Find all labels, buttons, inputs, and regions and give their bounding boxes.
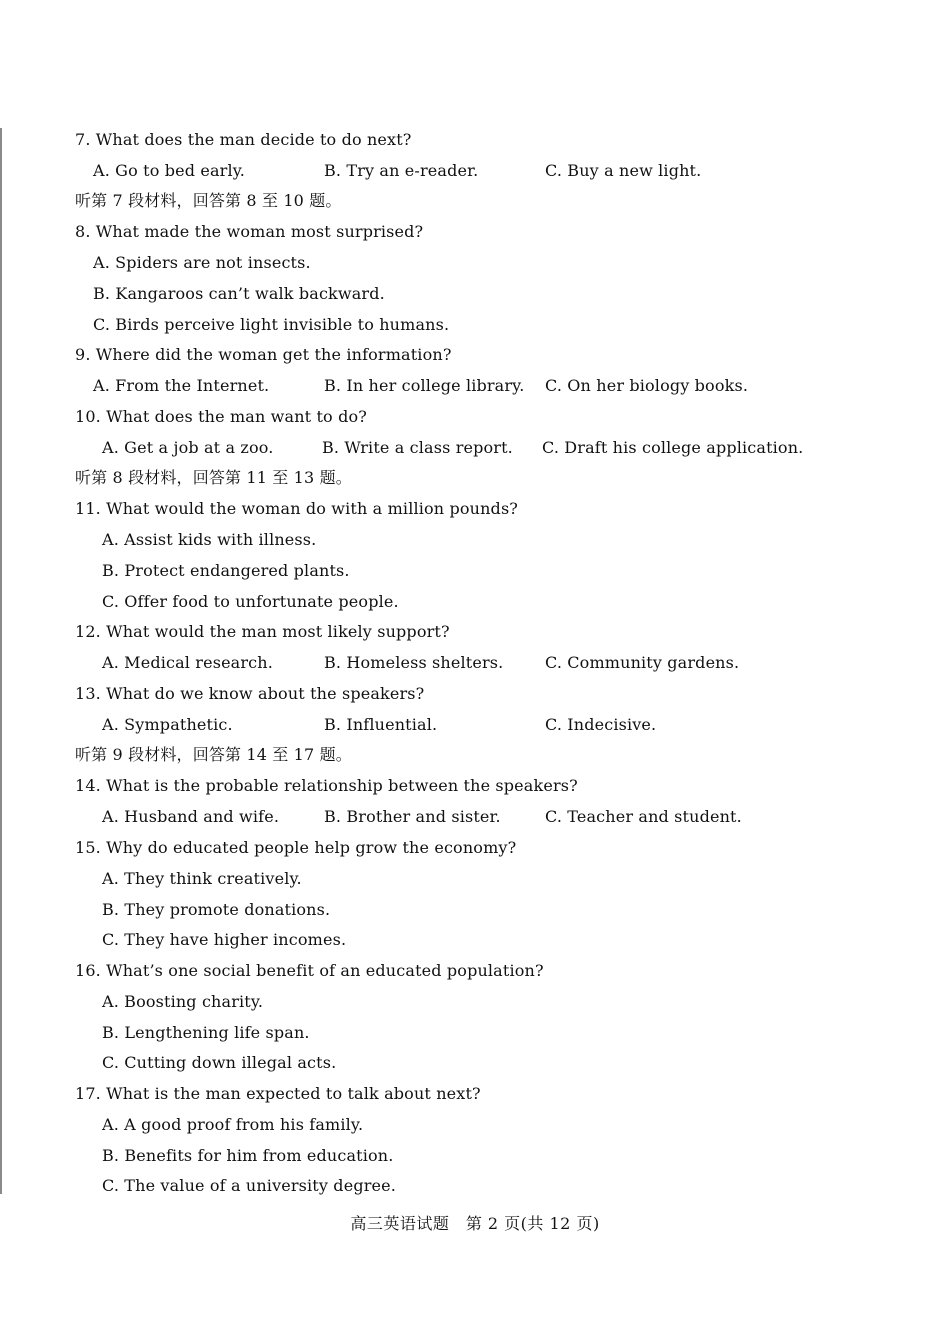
option-12c: C. Community gardens. [545, 653, 740, 672]
option-16c: C. Cutting down illegal acts. [102, 1053, 337, 1072]
question-12: 12. What would the man most likely support? [75, 622, 450, 641]
question-11: 11. What would the woman do with a million pounds? [75, 499, 519, 518]
question-17: 17. What is the man expected to talk about next? [75, 1084, 481, 1103]
option-13a: A. Sympathetic. [102, 715, 233, 734]
option-12b: B. Homeless shelters. [324, 653, 504, 672]
option-11c: C. Offer food to unfortunate people. [102, 592, 399, 611]
option-16a: A. Boosting charity. [102, 992, 264, 1011]
question-14: 14. What is the probable relationship between the speakers? [75, 776, 578, 795]
section-instruction-8: 听第 8 段材料，回答第 11 至 13 题。 [75, 468, 352, 487]
option-15b: B. They promote donations. [102, 900, 331, 919]
option-14a: A. Husband and wife. [102, 807, 280, 826]
option-15a: A. They think creatively. [102, 869, 302, 888]
question-15: 15. Why do educated people help grow the economy? [75, 838, 517, 857]
option-13c: C. Indecisive. [545, 715, 657, 734]
option-13b: B. Influential. [324, 715, 438, 734]
option-15c: C. They have higher incomes. [102, 930, 347, 949]
question-13: 13. What do we know about the speakers? [75, 684, 425, 703]
option-10c: C. Draft his college application. [542, 438, 804, 457]
question-16: 16. What’s one social benefit of an educated population? [75, 961, 544, 980]
option-10b: B. Write a class report. [322, 438, 513, 457]
option-8c: C. Birds perceive light invisible to humans. [93, 315, 450, 334]
option-10a: A. Get a job at a zoo. [102, 438, 274, 457]
option-7a: A. Go to bed early. [93, 161, 246, 180]
option-8b: B. Kangaroos can’t walk backward. [93, 284, 385, 303]
option-17c: C. The value of a university degree. [102, 1176, 396, 1195]
question-9: 9. Where did the woman get the information? [75, 345, 452, 364]
option-14c: C. Teacher and student. [545, 807, 742, 826]
question-7: 7. What does the man decide to do next? [75, 130, 412, 149]
option-8a: A. Spiders are not insects. [93, 253, 311, 272]
page-footer: 高三英语试题 第 2 页(共 12 页) [350, 1214, 600, 1233]
option-9c: C. On her biology books. [545, 376, 749, 395]
option-17a: A. A good proof from his family. [102, 1115, 364, 1134]
option-12a: A. Medical research. [102, 653, 273, 672]
section-instruction-7: 听第 7 段材料，回答第 8 至 10 题。 [75, 191, 342, 210]
option-11a: A. Assist kids with illness. [102, 530, 317, 549]
option-7c: C. Buy a new light. [545, 161, 702, 180]
option-17b: B. Benefits for him from education. [102, 1146, 394, 1165]
section-instruction-9: 听第 9 段材料，回答第 14 至 17 题。 [75, 745, 352, 764]
question-10: 10. What does the man want to do? [75, 407, 367, 426]
option-7b: B. Try an e-reader. [324, 161, 479, 180]
option-9b: B. In her college library. [324, 376, 525, 395]
option-9a: A. From the Internet. [93, 376, 270, 395]
question-8: 8. What made the woman most surprised? [75, 222, 424, 241]
option-14b: B. Brother and sister. [324, 807, 501, 826]
option-11b: B. Protect endangered plants. [102, 561, 350, 580]
option-16b: B. Lengthening life span. [102, 1023, 310, 1042]
